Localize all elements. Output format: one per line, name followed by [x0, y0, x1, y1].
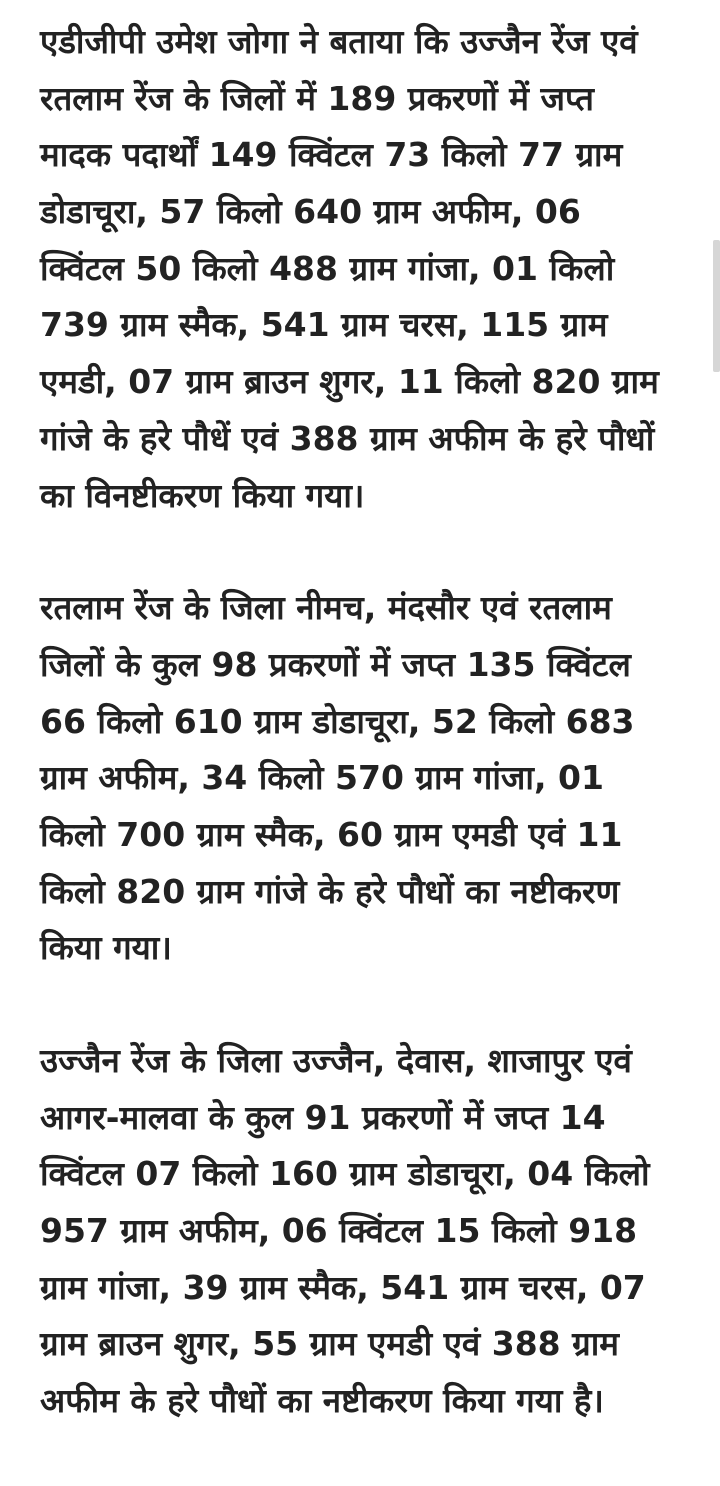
paragraph-line: अफीम के हरे पौधों का नष्टीकरण किया गया है। — [40, 1381, 604, 1421]
paragraph-line: एमडी, 07 ग्राम ब्राउन शुगर, 11 किलो 820 ग्राम — [40, 362, 659, 402]
paragraph-line: ग्राम गांजा, 39 ग्राम स्मैक, 541 ग्राम चरस, 07 — [40, 1267, 646, 1307]
paragraph-line: रतलाम रेंज के जिलों में 189 प्रकरणों में जप्त — [40, 78, 594, 118]
paragraph-line: 739 ग्राम स्मैक, 541 ग्राम चरस, 115 ग्राम — [40, 305, 608, 345]
paragraph-line: किलो 820 ग्राम गांजे के हरे पौधों का नष्टीकरण — [40, 871, 620, 911]
paragraph-2 — [40, 580, 690, 977]
paragraph-line: रतलाम रेंज के जिला नीमच, मंदसौर एवं रतलाम — [40, 588, 612, 628]
paragraph-line: उज्जैन रेंज के जिला उज्जैन, देवास, शाजापुर एवं — [40, 1041, 632, 1080]
paragraph-1 — [40, 14, 690, 524]
article-body — [40, 14, 690, 1486]
paragraph-line: आगर-मालवा के कुल 91 प्रकरणों में जप्त 14 — [40, 1097, 606, 1137]
paragraph-line: क्विंटल 07 किलो 160 ग्राम डोडाचूरा, 04 किलो — [40, 1154, 650, 1194]
paragraph-line: का विनष्टीकरण किया गया। — [40, 475, 365, 515]
paragraph-line: डोडाचूरा, 57 किलो 640 ग्राम अफीम, 06 — [40, 192, 581, 232]
scrollbar-thumb[interactable] — [713, 240, 720, 372]
paragraph-line: ग्राम अफीम, 34 किलो 570 ग्राम गांजा, 01 — [40, 758, 604, 798]
paragraph-line: ग्राम ब्राउन शुगर, 55 ग्राम एमडी एवं 388 ग्राम — [40, 1324, 620, 1364]
paragraph-line: एडीजीपी उमेश जोगा ने बताया कि उज्जैन रेंज एवं — [40, 22, 638, 61]
paragraph-line: किया गया। — [40, 928, 172, 968]
paragraph-line: गांजे के हरे पौधें एवं 388 ग्राम अफीम के हरे पौधों — [40, 418, 655, 458]
paragraph-line: 66 किलो 610 ग्राम डोडाचूरा, 52 किलो 683 — [40, 701, 635, 741]
paragraph-line: 957 ग्राम अफीम, 06 क्विंटल 15 किलो 918 — [40, 1211, 638, 1251]
paragraph-line: किलो 700 ग्राम स्मैक, 60 ग्राम एमडी एवं 11 — [40, 814, 623, 854]
paragraph-3 — [40, 1033, 690, 1430]
paragraph-line: जिलों के कुल 98 प्रकरणों में जप्त 135 क्विंटल — [40, 644, 631, 684]
paragraph-line: क्विंटल 50 किलो 488 ग्राम गांजा, 01 किलो — [40, 248, 615, 288]
paragraph-line: मादक पदार्थों 149 क्विंटल 73 किलो 77 ग्राम — [40, 135, 623, 175]
